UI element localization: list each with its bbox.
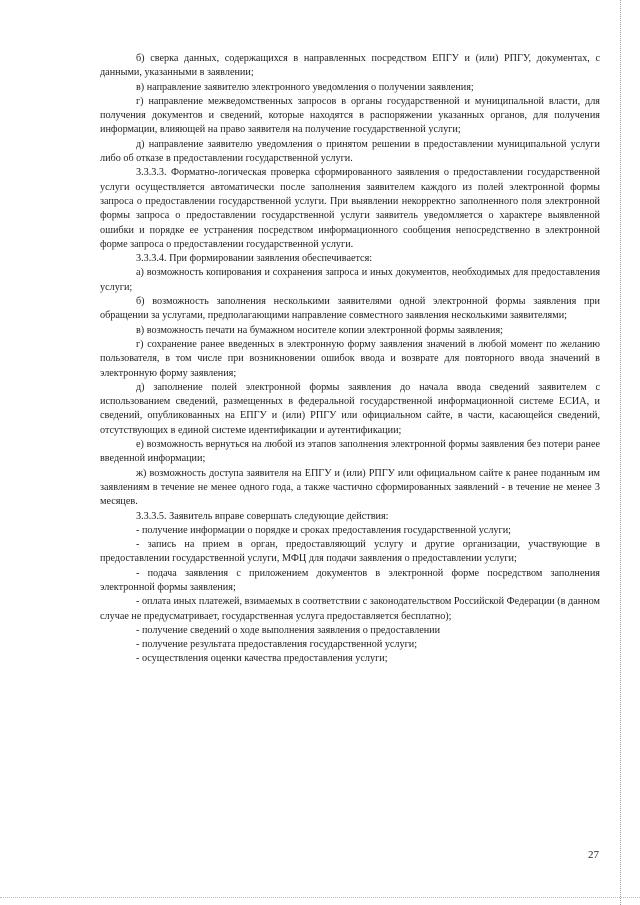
paragraph: в) направление заявителю электронного уведомления о получении заявления; <box>136 81 474 93</box>
scan-edge-marks <box>620 0 621 905</box>
page-number: 27 <box>588 849 599 861</box>
paragraph: - подача заявления с приложением документов в электронной форме посредством заполнения электронной формы заявления; <box>100 567 600 593</box>
document-body <box>100 52 600 667</box>
paragraph: б) возможность заполнения несколькими заявителями одной электронной формы заявления при обращении за услугами, предполагающими направление совместного заявления несколькими заявителями; <box>100 296 600 322</box>
paragraph: г) сохранение ранее введенных в электронную форму заявления значений в любой момент по желанию пользователя, в том числе при возникновении ошибок ввода и возврате для повторного ввода значений в электронную форму заявления; <box>100 338 600 379</box>
paragraph: б) сверка данных, содержащихся в направленных посредством ЕПГУ и (или) РПГУ, документах, с данными, указанными в заявлении; <box>100 53 600 79</box>
paragraph: 3.3.3.3. Форматно-логическая проверка сформированного заявления о предоставлении государственной услуги осуществляется автоматически после заполнения заявителем каждого из полей электронной формы запроса о предоставлении государственной услуги. При выявлении некорректно заполненного поля электронной формы запроса о предоставлении государственной услуги заявитель уведомляется о характере выявленной ошибки и порядке ее устранения посредством информационного сообщения непосредственно в электронной форме запроса о предоставлении государственной услуги. <box>100 167 600 250</box>
paragraph: г) направление межведомственных запросов в органы государственной и муниципальной власти, для получения документов и сведений, которые находятся в распоряжении указанных органов, для получения информации, влияющей на право заявителя на получение государственной услуги; <box>100 95 600 136</box>
paragraph: в) возможность печати на бумажном носителе копии электронной формы заявления; <box>136 324 503 336</box>
paragraph: - оплата иных платежей, взимаемых в соответствии с законодательством Российской Федерации (в данном случае не предусматривает, государственная услуга предоставляется бесплатно); <box>100 596 600 622</box>
paragraph: ж) возможность доступа заявителя на ЕПГУ и (или) РПГУ или официальном сайте к ранее поданным им заявлениям в течение не менее одного года, а также частично сформированных заявлений - в течение не менее 3 месяцев. <box>100 467 600 508</box>
paragraph: - запись на прием в орган, предоставляющий услугу и другие организации, участвующие в предоставлении государственной услуги, МФЦ для подачи заявления о предоставлении услуги; <box>100 539 600 565</box>
paragraph: 3.3.3.4. При формировании заявления обеспечивается: <box>136 253 373 265</box>
paragraph: - осуществления оценки качества предоставления услуги; <box>136 653 388 665</box>
paragraph: е) возможность вернуться на любой из этапов заполнения электронной формы заявления без потери ранее введенной информации; <box>100 439 600 465</box>
paragraph: - получение информации о порядке и сроках предоставления государственной услуги; <box>136 524 511 536</box>
paragraph: - получение сведений о ходе выполнения заявления о предоставлении <box>136 624 441 636</box>
paragraph: д) заполнение полей электронной формы заявления до начала ввода сведений заявителем с использованием сведений, размещенных в федеральной государственной информационной системе ЕСИА, и сведений, опубликованных на ЕПГУ и (или) РПГУ или официальном сайте, в части, касающейся сведений, отсутствующих в единой системе идентификации и аутентификации; <box>100 381 600 436</box>
paragraph: д) направление заявителю уведомления о принятом решении в предоставлении муниципальной услуги либо об отказе в предоставлении государственной услуги. <box>100 138 600 165</box>
bottom-edge-marks <box>0 897 640 898</box>
paragraph: - получение результата предоставления государственной услуги; <box>136 639 418 651</box>
paragraph: а) возможность копирования и сохранения запроса и иных документов, необходимых для предоставления услуги; <box>100 267 600 293</box>
paragraph: 3.3.3.5. Заявитель вправе совершать следующие действия: <box>136 510 389 522</box>
